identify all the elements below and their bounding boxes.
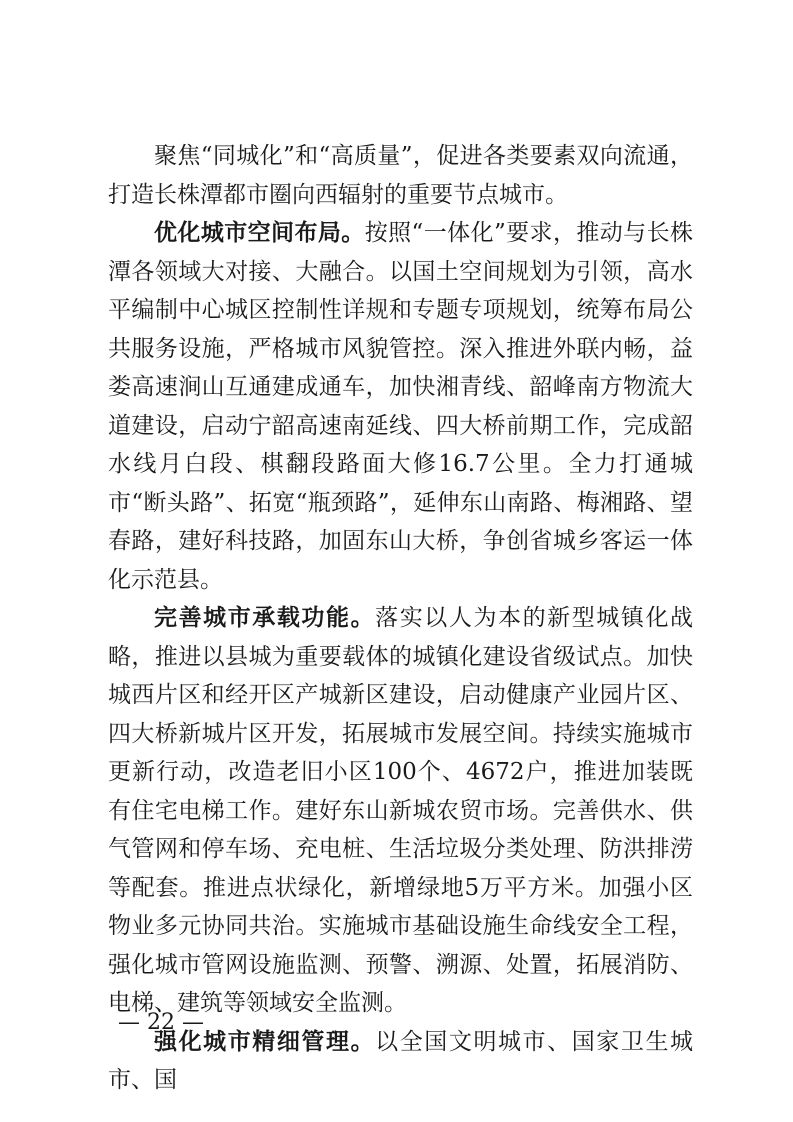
paragraph-2-text: 按照“一体化”要求，推动与长株潭各领域大对接、大融合。以国土空间规划为引领，高水平编制中心城区控制性详规和专题专项规划，统筹布局公共服务设施，严格城市风貌管控。深入推进外联内畅，益娄高速涧山互通建成通车，加快湘青线、韶峰南方物流大道建设，启动宁韶高速南延线、四大桥前期工作，完成韶水线月白段、棋翻段路面大修16.7公里。全力打通城市“断头路”、拓宽“瓶颈路”，延伸东山南路、梅湘路、望春路，建好科技路，加固东山大桥，争创省城乡客运一体化示范县。 — [108, 220, 693, 593]
paragraph-3-heading: 完善城市承载功能。 — [154, 605, 376, 631]
paragraph-1-text: 聚焦“同城化”和“高质量”，促进各类要素双向流通，打造长株潭都市圈向西辐射的重要节点城市。 — [108, 143, 693, 208]
paragraph-3 — [108, 599, 693, 1023]
paragraph-3-text: 落实以人为本的新型城镇化战略，推进以县城为重要载体的城镇化建设省级试点。加快城西片区和经开区产城新区建设，启动健康产业园片区、四大桥新城片区开发，拓展城市发展空间。持续实施城市更新行动，改造老旧小区100个、4672户，推进加装既有住宅电梯工作。建好东山新城农贸市场。完善供水、供气管网和停车场、充电桩、生活垃圾分类处理、防洪排涝等配套。推进点状绿化，新增绿地5万平方米。加强小区物业多元协同共治。实施城市基础设施生命线安全工程，强化城市管网设施监测、预警、溯源、处置，拓展消防、电梯、建筑等领域安全监测。 — [108, 605, 694, 1016]
paragraph-2 — [108, 214, 693, 599]
body-text — [108, 137, 693, 1100]
paragraph-4-heading: 强化城市精细管理。 — [154, 1028, 376, 1055]
paragraph-1 — [108, 137, 693, 214]
paragraph-4-text: 以全国文明城市、国家卫生城市、国 — [108, 1028, 694, 1093]
page-number: — 22 — — [118, 1010, 204, 1035]
paragraph-2-heading: 优化城市空间布局。 — [154, 220, 365, 246]
